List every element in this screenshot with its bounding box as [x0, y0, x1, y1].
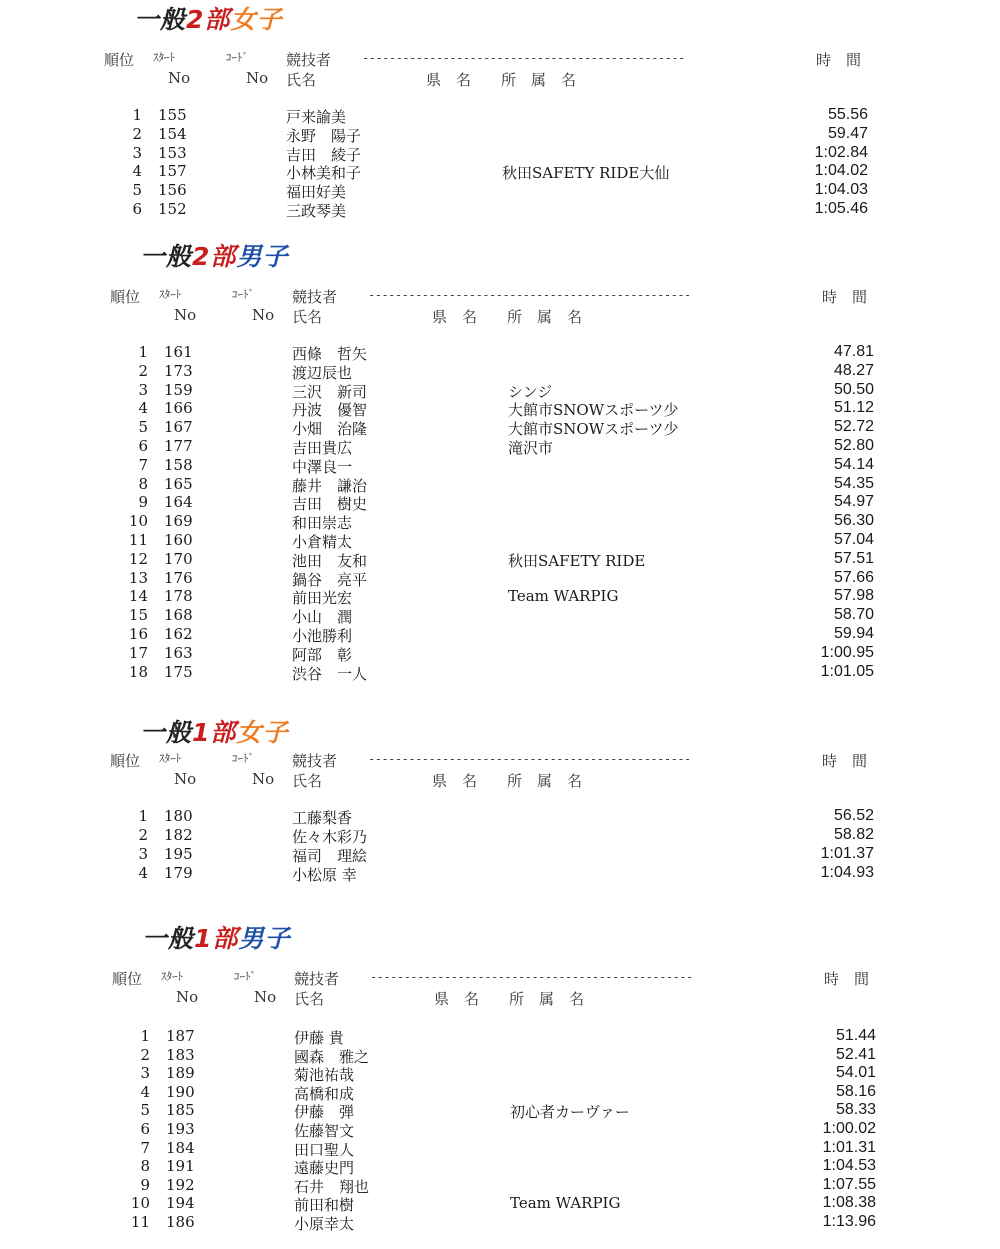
- header-name: 氏名: [292, 772, 323, 790]
- competitor-name-cell: 前田和樹: [294, 1196, 355, 1215]
- competitor-name-cell: 小池勝利: [292, 627, 353, 645]
- competitor-name-cell: 伊藤 弾: [294, 1103, 355, 1122]
- competitor-name-cell: 福田好美: [286, 183, 347, 202]
- title-ippan: 一般: [142, 924, 195, 953]
- start-no-cell: 154: [158, 124, 187, 143]
- competitor-name-cell: 高橋和成: [294, 1084, 355, 1103]
- time-cell: 58.16: [835, 1082, 876, 1100]
- table-row: [0, 807, 1000, 826]
- competitor-name-cell: 國森 雅之: [294, 1047, 370, 1066]
- start-no-cell: 178: [164, 587, 193, 606]
- start-no-cell: 158: [164, 455, 193, 474]
- table-row: [0, 531, 1000, 550]
- affiliation-cell: シンジ: [508, 382, 553, 401]
- rank-cell: 4: [138, 399, 148, 418]
- time-cell: 58.33: [835, 1101, 876, 1119]
- time-cell: 57.66: [833, 568, 874, 586]
- header-affiliation: 所 属 名: [501, 71, 577, 89]
- table-row: [0, 1064, 1000, 1083]
- title-gender: 女子: [236, 718, 289, 747]
- time-cell: 54.14: [833, 455, 874, 473]
- competitor-name-cell: 戸来諭美: [286, 108, 347, 126]
- start-no-cell: 164: [164, 493, 193, 512]
- header-affiliation: 所 属 名: [507, 308, 583, 326]
- rank-cell: 6: [140, 1120, 150, 1138]
- table-row: [0, 399, 1000, 418]
- title-ippan: 一般: [140, 718, 193, 747]
- start-no-cell: 183: [166, 1045, 195, 1064]
- competitor-name-cell: 小林美和子: [286, 164, 362, 183]
- header-divider: ------------------------------------------------: [362, 51, 685, 65]
- table-row: [0, 1194, 1000, 1213]
- title-ippan: 一般: [134, 5, 187, 34]
- start-no-cell: 176: [164, 568, 193, 587]
- header-code-no: No: [252, 306, 275, 324]
- title-division-label: 部: [210, 718, 237, 747]
- title-division-label: 部: [210, 242, 237, 271]
- start-no-cell: 187: [166, 1027, 195, 1045]
- title-gender: 男子: [238, 924, 291, 953]
- table-row: [0, 200, 1000, 219]
- competitor-name-cell: 小松原 幸: [292, 866, 357, 884]
- rank-cell: 11: [130, 1213, 150, 1231]
- start-no-cell: 192: [166, 1175, 195, 1194]
- rank-cell: 4: [140, 1082, 150, 1101]
- rank-cell: 8: [138, 474, 148, 493]
- competitor-name-cell: 福司 理絵: [292, 847, 368, 865]
- table-row: [0, 569, 1000, 588]
- header-rank: 順位: [112, 970, 143, 988]
- header-competitor: 競技者: [292, 288, 338, 306]
- table-row: [0, 106, 1000, 125]
- affiliation-cell: Team WARPIG: [510, 1194, 621, 1213]
- title-division-number: 1: [194, 924, 213, 953]
- start-no-cell: 179: [164, 864, 193, 882]
- title-ippan: 一般: [140, 242, 193, 271]
- rank-cell: 3: [132, 143, 142, 162]
- table-row: [0, 1046, 1000, 1065]
- rank-cell: 8: [140, 1157, 150, 1176]
- header-rank: 順位: [110, 752, 141, 770]
- rank-cell: 3: [138, 845, 148, 863]
- header-code: ｺｰﾄﾞ: [232, 288, 254, 301]
- table-row: [0, 826, 1000, 845]
- table-row: [0, 1213, 1000, 1232]
- time-cell: 51.44: [835, 1027, 876, 1044]
- table-row: [0, 1027, 1000, 1046]
- rank-cell: 1: [138, 807, 148, 825]
- competitor-name-cell: 和田崇志: [292, 514, 353, 533]
- rank-cell: 9: [138, 493, 148, 512]
- affiliation-cell: Team WARPIG: [508, 587, 619, 606]
- competitor-name-cell: 佐々木彩乃: [292, 828, 368, 846]
- competitor-name-cell: 田口聖人: [294, 1140, 355, 1159]
- start-no-cell: 186: [166, 1213, 195, 1231]
- start-no-cell: 185: [166, 1101, 195, 1120]
- rank-cell: 13: [128, 568, 148, 587]
- results-section: [0, 919, 1000, 1233]
- start-no-cell: 161: [164, 343, 193, 361]
- start-no-cell: 184: [166, 1138, 195, 1157]
- header-start: ｽﾀｰﾄ: [161, 970, 183, 983]
- competitor-name-cell: 丹波 優智: [292, 401, 368, 420]
- time-cell: 54.01: [835, 1064, 876, 1082]
- competitor-name-cell: 中澤良一: [292, 457, 353, 476]
- table-row: [0, 845, 1000, 864]
- competitor-name-cell: 三沢 新司: [292, 382, 368, 401]
- table-row: [0, 162, 1000, 181]
- header-time: 時 間: [822, 288, 868, 306]
- start-no-cell: 177: [164, 437, 193, 455]
- start-no-cell: 157: [158, 162, 187, 181]
- table-row: [0, 1083, 1000, 1102]
- table-row: [0, 663, 1000, 682]
- competitor-name-cell: 小原幸太: [294, 1215, 355, 1233]
- time-cell: 47.81: [833, 343, 874, 360]
- time-cell: 1:05.46: [814, 200, 868, 217]
- header-prefecture: 県 名: [426, 71, 472, 89]
- competitor-name-cell: 吉田 樹史: [292, 495, 368, 514]
- table-row: [0, 456, 1000, 475]
- time-cell: 58.70: [833, 606, 874, 624]
- competitor-name-cell: 三政琴美: [286, 202, 347, 220]
- header-start-no: No: [176, 988, 199, 1006]
- time-cell: 1:00.95: [820, 643, 874, 661]
- competitor-name-cell: 石井 翔也: [294, 1177, 370, 1196]
- header-start-no: No: [174, 306, 197, 324]
- start-no-cell: 189: [166, 1064, 195, 1083]
- rank-cell: 11: [128, 531, 148, 549]
- time-cell: 1:04.03: [814, 181, 868, 199]
- rank-cell: 1: [132, 106, 142, 124]
- header-prefecture: 県 名: [432, 308, 478, 326]
- start-no-cell: 165: [164, 474, 193, 493]
- time-cell: 1:04.93: [820, 864, 874, 881]
- start-no-cell: 167: [164, 418, 193, 437]
- rank-cell: 14: [128, 587, 148, 606]
- header-time: 時 間: [816, 51, 862, 69]
- start-no-cell: 153: [158, 143, 187, 162]
- time-cell: 48.27: [833, 361, 874, 379]
- time-cell: 54.97: [833, 493, 874, 511]
- rank-cell: 17: [128, 643, 148, 662]
- header-prefecture: 県 名: [432, 772, 478, 790]
- start-no-cell: 182: [164, 826, 193, 844]
- rank-cell: 2: [138, 361, 148, 380]
- competitor-name-cell: 阿部 彰: [292, 645, 353, 664]
- rank-cell: 2: [140, 1045, 150, 1064]
- affiliation-cell: 大館市SNOWスポーツ少: [508, 401, 679, 420]
- time-cell: 57.98: [833, 587, 874, 605]
- header-code-no: No: [254, 988, 277, 1006]
- time-cell: 57.51: [833, 549, 874, 567]
- competitor-name-cell: 吉田貴広: [292, 439, 353, 457]
- table-row: [0, 1139, 1000, 1158]
- table-row: [0, 381, 1000, 400]
- table-row: [0, 606, 1000, 625]
- table-row: [0, 144, 1000, 163]
- competitor-name-cell: 遠藤史門: [294, 1159, 355, 1178]
- time-cell: 1:00.02: [822, 1120, 876, 1137]
- rank-cell: 1: [140, 1027, 150, 1045]
- header-start-no: No: [168, 69, 191, 87]
- header-code: ｺｰﾄﾞ: [232, 752, 254, 765]
- time-cell: 52.72: [833, 418, 874, 436]
- time-cell: 1:08.38: [822, 1194, 876, 1212]
- rank-cell: 3: [138, 380, 148, 399]
- header-rank: 順位: [110, 288, 141, 306]
- header-divider: ------------------------------------------------: [370, 970, 693, 984]
- rank-cell: 16: [128, 625, 148, 643]
- title-division-number: 1: [192, 718, 211, 747]
- time-cell: 1:13.96: [822, 1213, 876, 1230]
- start-no-cell: 194: [166, 1194, 195, 1213]
- start-no-cell: 156: [158, 181, 187, 200]
- competitor-name-cell: 前田光宏: [292, 589, 353, 608]
- table-row: [0, 1120, 1000, 1139]
- time-cell: 59.94: [833, 625, 874, 642]
- competitor-name-cell: 渋谷 一人: [292, 664, 368, 683]
- competitor-name-cell: 吉田 綾子: [286, 145, 362, 164]
- header-code-no: No: [252, 770, 275, 788]
- table-row: [0, 644, 1000, 663]
- rank-cell: 4: [132, 162, 142, 181]
- start-no-cell: 175: [164, 662, 193, 681]
- rank-cell: 3: [140, 1064, 150, 1083]
- start-no-cell: 190: [166, 1082, 195, 1101]
- table-row: [0, 362, 1000, 381]
- header-code: ｺｰﾄﾞ: [226, 51, 248, 64]
- section-title: [140, 713, 288, 749]
- affiliation-cell: 大館市SNOWスポーツ少: [508, 420, 679, 439]
- competitor-name-cell: 渡辺辰也: [292, 363, 353, 382]
- title-division-label: 部: [212, 924, 239, 953]
- header-competitor: 競技者: [286, 51, 332, 69]
- competitor-name-cell: 菊池祐哉: [294, 1066, 355, 1085]
- rank-cell: 1: [138, 343, 148, 361]
- start-no-cell: 170: [164, 549, 193, 568]
- table-row: [0, 475, 1000, 494]
- table-row: [0, 1157, 1000, 1176]
- table-row: [0, 418, 1000, 437]
- time-cell: 1:01.31: [822, 1138, 876, 1156]
- start-no-cell: 168: [164, 606, 193, 625]
- table-row: [0, 437, 1000, 456]
- competitor-name-cell: 西條 哲矢: [292, 345, 368, 363]
- rank-cell: 5: [132, 181, 142, 200]
- section-title: [140, 237, 288, 273]
- time-cell: 55.56: [827, 106, 868, 123]
- header-name: 氏名: [286, 71, 317, 89]
- rank-cell: 10: [130, 1194, 150, 1213]
- header-name: 氏名: [294, 990, 325, 1008]
- rank-cell: 10: [128, 512, 148, 531]
- start-no-cell: 163: [164, 643, 193, 662]
- rank-cell: 6: [138, 437, 148, 455]
- header-start: ｽﾀｰﾄ: [153, 51, 175, 64]
- table-row: [0, 864, 1000, 883]
- time-cell: 57.04: [833, 531, 874, 548]
- time-cell: 50.50: [833, 380, 874, 398]
- rank-cell: 12: [128, 549, 148, 568]
- time-cell: 58.82: [833, 826, 874, 843]
- header-time: 時 間: [822, 752, 868, 770]
- competitor-name-cell: 池田 友和: [292, 551, 368, 570]
- start-no-cell: 162: [164, 625, 193, 643]
- header-affiliation: 所 属 名: [509, 990, 585, 1008]
- start-no-cell: 155: [158, 106, 187, 124]
- rank-cell: 7: [138, 455, 148, 474]
- time-cell: 59.47: [827, 124, 868, 142]
- affiliation-cell: 滝沢市: [508, 439, 554, 457]
- table-row: [0, 125, 1000, 144]
- rank-cell: 9: [140, 1175, 150, 1194]
- table-row: [0, 493, 1000, 512]
- table-row: [0, 512, 1000, 531]
- table-row: [0, 550, 1000, 569]
- time-cell: 1:02.84: [814, 143, 868, 161]
- table-row: [0, 625, 1000, 644]
- title-division-label: 部: [204, 5, 231, 34]
- affiliation-cell: 秋田SAFETY RIDE: [508, 551, 646, 570]
- header-time: 時 間: [824, 970, 870, 988]
- rank-cell: 15: [128, 606, 148, 625]
- header-divider: ------------------------------------------------: [368, 752, 691, 766]
- competitor-name-cell: 永野 陽子: [286, 126, 362, 145]
- start-no-cell: 152: [158, 200, 187, 218]
- competitor-name-cell: 工藤梨香: [292, 809, 353, 827]
- time-cell: 52.80: [833, 437, 874, 454]
- table-row: [0, 587, 1000, 606]
- section-title: [142, 919, 290, 955]
- section-title: [134, 0, 282, 36]
- time-cell: 56.30: [833, 512, 874, 530]
- table-row: [0, 343, 1000, 362]
- table-row: [0, 1101, 1000, 1120]
- start-no-cell: 180: [164, 807, 193, 825]
- competitor-name-cell: 佐藤智文: [294, 1122, 355, 1140]
- rank-cell: 18: [128, 662, 148, 681]
- competitor-name-cell: 伊藤 貴: [294, 1029, 344, 1047]
- title-gender: 女子: [230, 5, 283, 34]
- rank-cell: 5: [138, 418, 148, 437]
- header-start: ｽﾀｰﾄ: [159, 288, 181, 301]
- header-rank: 順位: [104, 51, 135, 69]
- start-no-cell: 159: [164, 380, 193, 399]
- title-gender: 男子: [236, 242, 289, 271]
- rank-cell: 2: [132, 124, 142, 143]
- start-no-cell: 191: [166, 1157, 195, 1176]
- header-start: ｽﾀｰﾄ: [159, 752, 181, 765]
- results-section: [0, 237, 1000, 683]
- header-code-no: No: [246, 69, 269, 87]
- competitor-name-cell: 小畑 治隆: [292, 420, 368, 439]
- time-cell: 52.41: [835, 1045, 876, 1063]
- time-cell: 1:01.37: [820, 845, 874, 862]
- rank-cell: 5: [140, 1101, 150, 1120]
- rank-cell: 4: [138, 864, 148, 882]
- title-division-number: 2: [186, 5, 205, 34]
- competitor-name-cell: 小山 潤: [292, 608, 353, 627]
- header-name: 氏名: [292, 308, 323, 326]
- header-prefecture: 県 名: [434, 990, 480, 1008]
- start-no-cell: 160: [164, 531, 193, 549]
- time-cell: 1:07.55: [822, 1175, 876, 1193]
- affiliation-cell: 初心者カーヴァー: [510, 1103, 630, 1122]
- start-no-cell: 169: [164, 512, 193, 531]
- header-code: ｺｰﾄﾞ: [234, 970, 256, 983]
- competitor-name-cell: 藤井 謙治: [292, 476, 368, 495]
- start-no-cell: 173: [164, 361, 193, 380]
- time-cell: 1:04.02: [814, 162, 868, 180]
- time-cell: 1:01.05: [820, 662, 874, 680]
- header-competitor: 競技者: [294, 970, 340, 988]
- header-affiliation: 所 属 名: [507, 772, 583, 790]
- start-no-cell: 166: [164, 399, 193, 418]
- time-cell: 1:04.53: [822, 1157, 876, 1175]
- time-cell: 51.12: [833, 399, 874, 417]
- rank-cell: 7: [140, 1138, 150, 1157]
- affiliation-cell: 秋田SAFETY RIDE大仙: [502, 164, 670, 183]
- time-cell: 54.35: [833, 474, 874, 492]
- rank-cell: 6: [132, 200, 142, 218]
- header-start-no: No: [174, 770, 197, 788]
- start-no-cell: 195: [164, 845, 193, 863]
- table-row: [0, 181, 1000, 200]
- rank-cell: 2: [138, 826, 148, 844]
- time-cell: 56.52: [833, 807, 874, 824]
- header-divider: ------------------------------------------------: [368, 288, 691, 302]
- header-competitor: 競技者: [292, 752, 338, 770]
- title-division-number: 2: [192, 242, 211, 271]
- competitor-name-cell: 小倉精太: [292, 533, 353, 551]
- start-no-cell: 193: [166, 1120, 195, 1138]
- table-row: [0, 1176, 1000, 1195]
- competitor-name-cell: 鍋谷 亮平: [292, 570, 368, 589]
